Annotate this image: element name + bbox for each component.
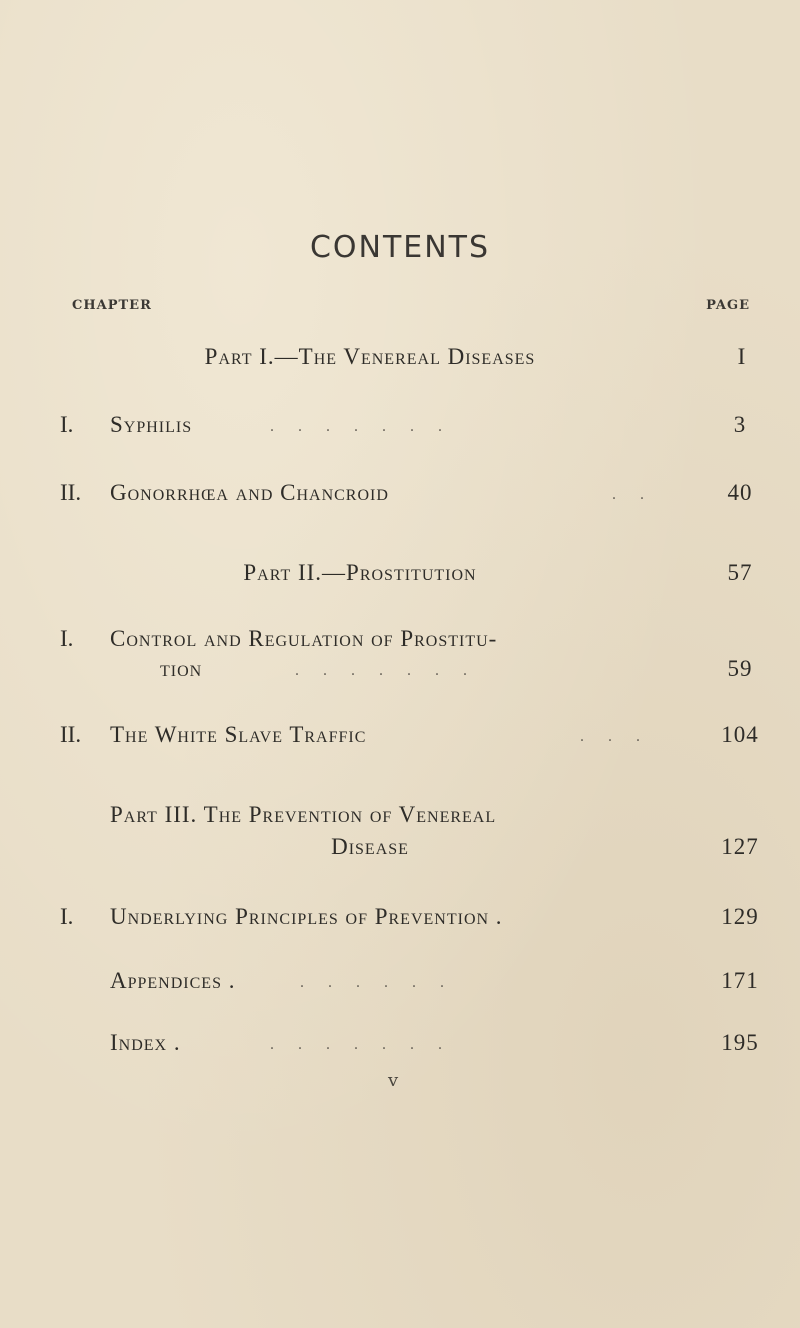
page-number: 59 xyxy=(727,656,753,681)
chapter-number: II. xyxy=(60,480,82,505)
section-title: Appendices . xyxy=(110,968,236,993)
chapter-title: Control and Regulation of Prostitu- xyxy=(110,626,498,651)
toc-entry xyxy=(60,1030,770,1064)
chapter-title: tion xyxy=(160,656,203,681)
toc-entry xyxy=(60,412,770,446)
page-number: 195 xyxy=(721,1030,759,1055)
part-title: Part III. The Prevention of Venereal xyxy=(110,802,497,827)
page-folio-mark: v xyxy=(388,1070,399,1091)
toc-entry xyxy=(60,722,770,756)
section-title: Index . xyxy=(110,1030,181,1055)
leader-dots: . . xyxy=(612,486,654,503)
toc-part-heading xyxy=(60,344,770,378)
page-column-header: PAGE xyxy=(706,298,750,313)
page-number: 3 xyxy=(733,412,747,437)
leader-dots: . . . . . . . xyxy=(295,662,477,679)
toc-entry xyxy=(60,968,770,1002)
page-number: 104 xyxy=(721,722,759,747)
toc-entry xyxy=(60,904,770,938)
leader-dots: . . . . . . xyxy=(300,974,454,991)
leader-dots: . . . . . . . xyxy=(270,418,452,435)
chapter-title: The White Slave Traffic xyxy=(110,722,367,747)
leader-dots: . . . . . . . xyxy=(270,1036,452,1053)
chapter-column-header: CHAPTER xyxy=(72,298,152,313)
toc-entry xyxy=(60,626,770,660)
chapter-title: Underlying Principles of Prevention . xyxy=(110,904,503,929)
toc-part-heading-continuation xyxy=(60,834,770,868)
toc-part-heading xyxy=(60,802,770,836)
chapter-title: Syphilis xyxy=(110,412,193,437)
chapter-number: I. xyxy=(60,904,74,929)
page-number: 171 xyxy=(721,968,759,993)
page-number: 129 xyxy=(721,904,759,929)
toc-part-heading xyxy=(60,560,770,594)
page-number: I xyxy=(737,344,747,369)
chapter-number: II. xyxy=(60,722,82,747)
page-number: 40 xyxy=(727,480,753,505)
page-title: CONTENTS xyxy=(309,230,491,265)
page-number: 57 xyxy=(727,560,753,585)
chapter-number: I. xyxy=(60,412,74,437)
part-title: Disease xyxy=(331,834,409,859)
chapter-number: I. xyxy=(60,626,74,651)
leader-dots: . . . xyxy=(580,728,650,745)
page-number: 127 xyxy=(721,834,759,859)
chapter-title: Gonorrhœa and Chancroid xyxy=(110,480,389,505)
part-title: Part II.—Prostitution xyxy=(243,560,477,585)
part-title: Part I.—The Venereal Diseases xyxy=(204,344,536,369)
toc-entry-continuation xyxy=(60,656,770,690)
toc-entry xyxy=(60,480,770,514)
